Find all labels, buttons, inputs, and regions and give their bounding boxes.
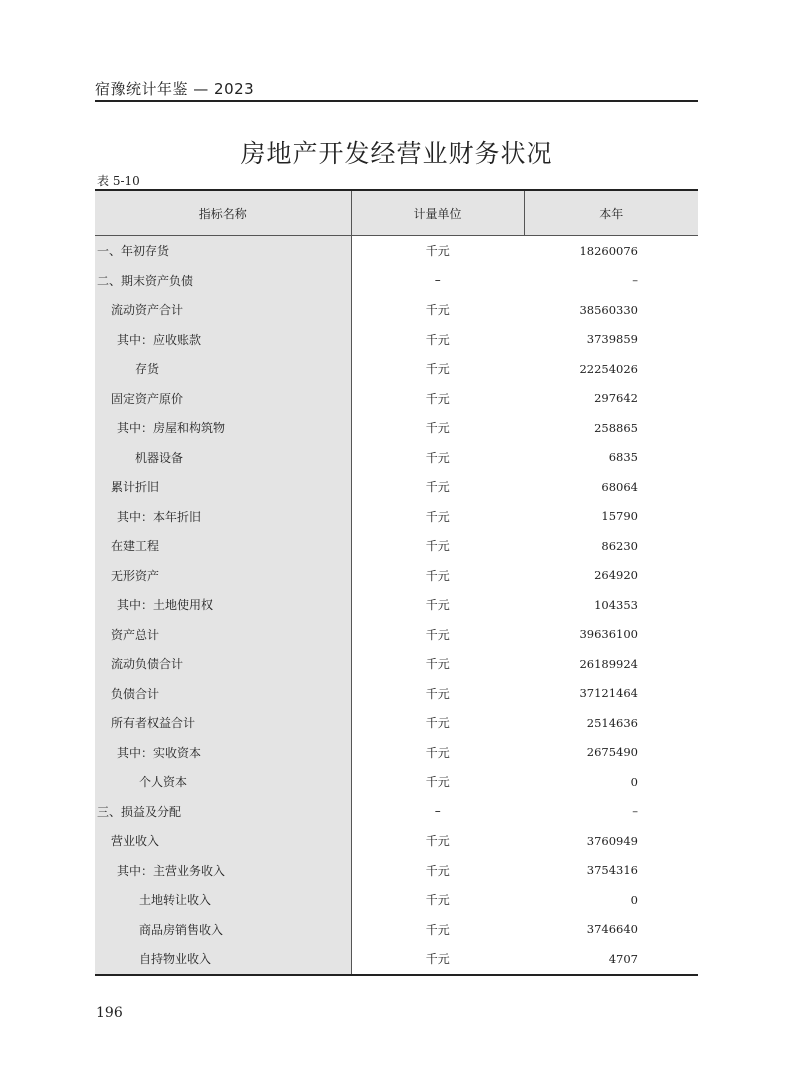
table-header-row: [95, 190, 698, 236]
value-cell: 39636100: [579, 627, 638, 642]
unit-cell: 千元: [425, 303, 450, 318]
unit-cell: 千元: [425, 745, 450, 760]
value-cell: 38560330: [579, 302, 638, 317]
indicator-name: 一、年初存货: [95, 236, 351, 266]
table-row: [95, 944, 698, 975]
value-cell: 18260076: [579, 243, 638, 258]
value-cell: 6835: [608, 450, 638, 465]
table-row: [95, 797, 698, 827]
table-row: [95, 856, 698, 886]
unit-cell: 千元: [425, 421, 450, 436]
indicator-name: 营业收入: [95, 826, 351, 856]
unit-cell: 千元: [425, 893, 450, 908]
table-row: [95, 708, 698, 738]
value-cell: 3739859: [586, 332, 638, 347]
running-header: 宿豫统计年鉴 — 2023: [95, 80, 255, 98]
unit-cell: 千元: [425, 362, 450, 377]
value-cell: –: [632, 273, 638, 288]
value-cell: 37121464: [579, 686, 638, 701]
table-row: [95, 679, 698, 709]
header-rule: [95, 100, 698, 102]
indicator-name: 其中：房屋和构筑物: [95, 413, 351, 443]
unit-cell: 千元: [425, 480, 450, 495]
table-row: [95, 413, 698, 443]
value-cell: 2675490: [586, 745, 638, 760]
indicator-name: 存货: [95, 354, 351, 384]
indicator-name: 其中：应收账款: [95, 325, 351, 355]
value-cell: –: [632, 804, 638, 819]
value-cell: 3754316: [586, 863, 638, 878]
unit-cell: –: [434, 273, 441, 288]
indicator-name: 负债合计: [95, 679, 351, 709]
table-row: [95, 384, 698, 414]
unit-cell: 千元: [425, 509, 450, 524]
indicator-name: 其中：主营业务收入: [95, 856, 351, 886]
indicator-name: 机器设备: [95, 443, 351, 473]
indicator-name: 累计折旧: [95, 472, 351, 502]
unit-cell: 千元: [425, 716, 450, 731]
indicator-name: 自持物业收入: [95, 944, 351, 975]
indicator-name: 商品房销售收入: [95, 915, 351, 945]
value-cell: 258865: [594, 420, 638, 435]
unit-cell: 千元: [425, 391, 450, 406]
indicator-name: 无形资产: [95, 561, 351, 591]
value-cell: 104353: [594, 597, 638, 612]
unit-cell: 千元: [425, 332, 450, 347]
value-cell: 68064: [601, 479, 638, 494]
indicator-name: 流动资产合计: [95, 295, 351, 325]
indicator-name: 土地转让收入: [95, 885, 351, 915]
value-cell: 0: [630, 892, 638, 907]
value-cell: 2514636: [586, 715, 638, 730]
unit-cell: 千元: [425, 657, 450, 672]
table-row: [95, 561, 698, 591]
table-row: [95, 472, 698, 502]
value-cell: 297642: [594, 391, 638, 406]
indicator-name: 二、期末资产负债: [95, 266, 351, 296]
unit-cell: 千元: [425, 627, 450, 642]
unit-cell: 千元: [425, 568, 450, 583]
unit-cell: 千元: [425, 244, 450, 259]
table-row: [95, 826, 698, 856]
table-row: [95, 443, 698, 473]
table-row: [95, 236, 698, 266]
table-row: [95, 266, 698, 296]
finance-table: [95, 189, 698, 976]
unit-cell: 千元: [425, 598, 450, 613]
indicator-name: 其中：实收资本: [95, 738, 351, 768]
table-row: [95, 295, 698, 325]
value-cell: 0: [630, 774, 638, 789]
table-row: [95, 590, 698, 620]
indicator-name: 其中：本年折旧: [95, 502, 351, 532]
table-row: [95, 620, 698, 650]
value-cell: 86230: [601, 538, 638, 553]
table-id: 表 5-10: [97, 174, 140, 188]
unit-cell: 千元: [425, 922, 450, 937]
column-header-value: 本年: [524, 190, 698, 236]
indicator-name: 资产总计: [95, 620, 351, 650]
column-header-indicator: 指标名称: [95, 190, 351, 236]
unit-cell: 千元: [351, 944, 524, 975]
table-row: [95, 885, 698, 915]
indicator-name: 所有者权益合计: [95, 708, 351, 738]
value-cell: 4707: [524, 944, 698, 975]
page-title: 房地产开发经营业财务状况: [240, 139, 553, 168]
page-number: 196: [96, 1005, 123, 1021]
value-cell: 26189924: [579, 656, 638, 671]
table-row: [95, 767, 698, 797]
value-cell: 15790: [601, 509, 638, 524]
unit-cell: –: [434, 804, 441, 819]
indicator-name: 三、损益及分配: [95, 797, 351, 827]
table-row: [95, 649, 698, 679]
unit-cell: 千元: [425, 686, 450, 701]
column-header-unit: 计量单位: [351, 190, 524, 236]
table-row: [95, 531, 698, 561]
value-cell: 264920: [594, 568, 638, 583]
indicator-name: 固定资产原价: [95, 384, 351, 414]
table-body: [95, 236, 698, 975]
indicator-name: 在建工程: [95, 531, 351, 561]
unit-cell: 千元: [425, 834, 450, 849]
table-row: [95, 325, 698, 355]
unit-cell: 千元: [425, 450, 450, 465]
table-row: [95, 354, 698, 384]
indicator-name: 个人资本: [95, 767, 351, 797]
table-row: [95, 915, 698, 945]
value-cell: 3760949: [586, 833, 638, 848]
value-cell: 3746640: [586, 922, 638, 937]
table-row: [95, 502, 698, 532]
unit-cell: 千元: [425, 539, 450, 554]
unit-cell: 千元: [425, 775, 450, 790]
indicator-name: 其中：土地使用权: [95, 590, 351, 620]
value-cell: 22254026: [579, 361, 638, 376]
table-row: [95, 738, 698, 768]
unit-cell: 千元: [425, 863, 450, 878]
indicator-name: 流动负债合计: [95, 649, 351, 679]
